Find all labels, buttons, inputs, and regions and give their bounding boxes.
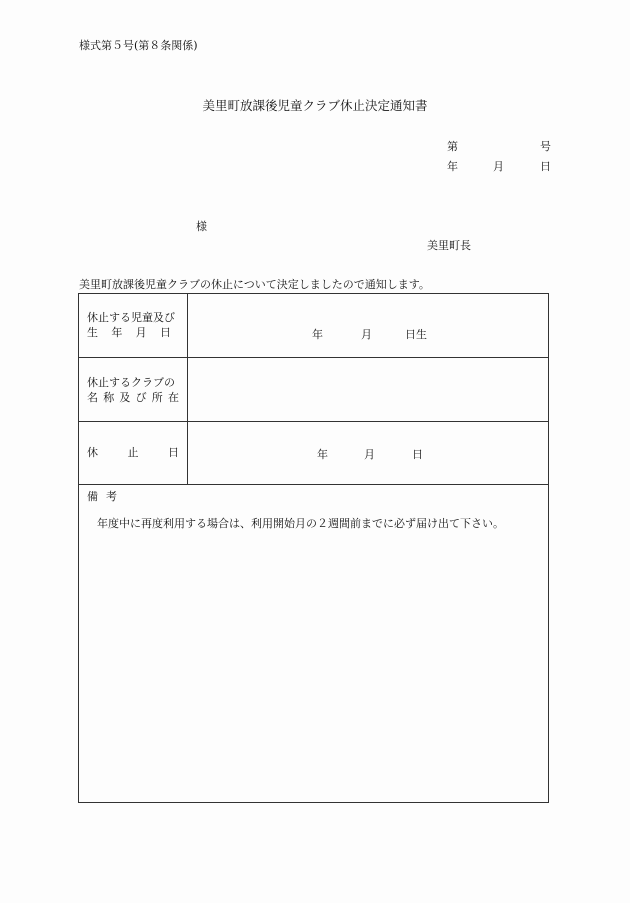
row-suspension-date <box>79 422 548 485</box>
label-char: 日 <box>159 326 171 339</box>
label-char: 生 <box>87 326 98 339</box>
doc-number-suffix: 号 <box>540 140 551 153</box>
birthdate-day-label: 日生 <box>405 328 427 341</box>
label-birthdate-line2 <box>87 326 171 340</box>
label-child-line1: 休止する児童及び <box>87 311 175 324</box>
birthdate-month-label: 月 <box>361 328 372 341</box>
issue-date-month: 月 <box>493 160 504 173</box>
suspension-month-label: 月 <box>364 448 375 461</box>
suspension-year-label: 年 <box>317 448 328 461</box>
label-cell-club <box>79 358 188 421</box>
label-char: 名 <box>87 391 98 404</box>
document-title: 美里町放課後児童クラブ休止決定通知書 <box>202 98 428 113</box>
issue-date-year: 年 <box>447 160 458 173</box>
suspension-day-label: 日 <box>412 448 423 461</box>
remarks-note: 年度中に再度利用する場合は、利用開始月の２週間前までに必ず届け出て下さい。 <box>97 517 504 530</box>
label-char: 称 <box>103 391 115 404</box>
doc-number-label: 第 <box>447 140 458 153</box>
issue-date-day: 日 <box>540 160 551 173</box>
row-child-birthdate <box>79 294 548 358</box>
label-cell-suspension-date <box>79 422 188 484</box>
label-char: 休 <box>87 446 98 459</box>
notice-form-table <box>78 293 549 803</box>
label-char: び <box>135 391 147 404</box>
intro-text: 美里町放課後児童クラブの休止について決定しましたので通知します。 <box>79 278 430 291</box>
label-cell-child-birthdate <box>79 294 188 357</box>
addressee-honorific: 様 <box>196 220 207 233</box>
label-char: 及 <box>119 391 131 404</box>
label-suspension-date <box>87 446 179 460</box>
remarks-section <box>79 485 548 802</box>
label-char: 止 <box>127 446 139 459</box>
label-char: 年 <box>111 326 123 339</box>
remarks-label: 備考 <box>87 490 125 503</box>
label-char: 所 <box>151 391 163 404</box>
label-char: 在 <box>167 391 179 404</box>
label-char: 日 <box>168 446 179 459</box>
label-club-line1: 休止するクラブの <box>87 376 175 389</box>
label-char: 月 <box>135 326 147 339</box>
row-club-name-location <box>79 358 548 422</box>
form-number: 様式第５号(第８条関係) <box>79 39 198 52</box>
birthdate-year-label: 年 <box>312 328 323 341</box>
sender-name: 美里町長 <box>427 239 471 252</box>
label-club-line2 <box>87 391 179 405</box>
